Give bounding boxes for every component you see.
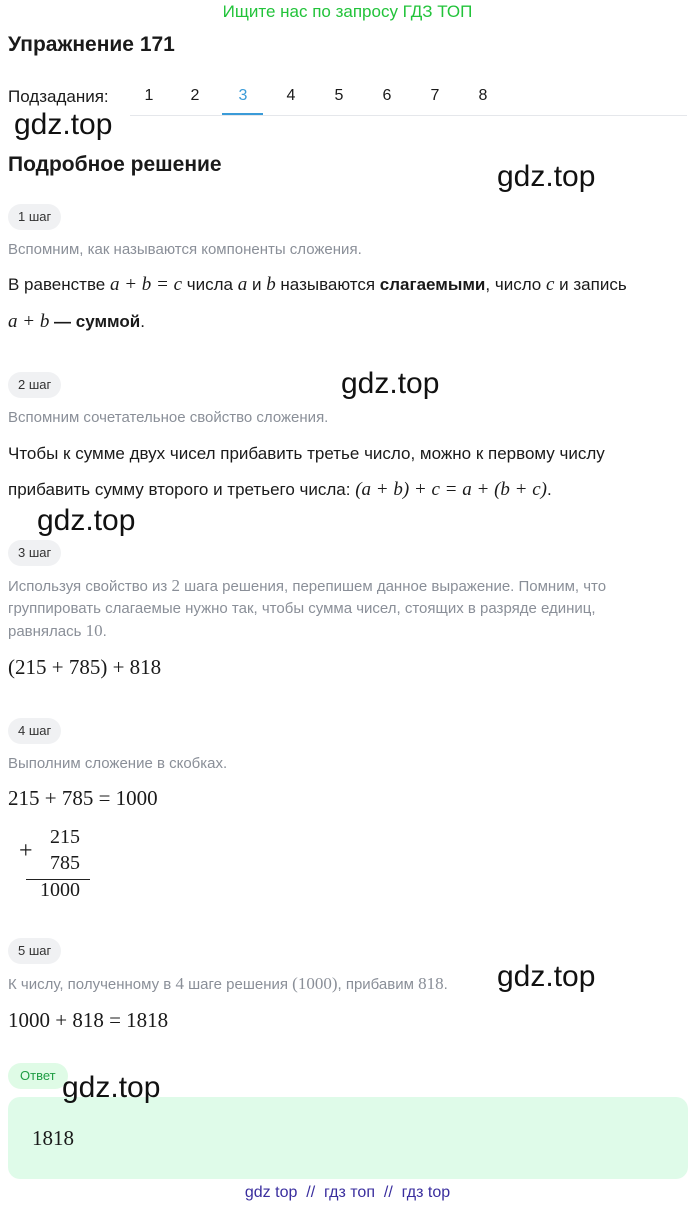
step-text: прибавить сумму второго и третьего числа: (a + b) + c = a + (b + c). <box>8 479 552 500</box>
tab-subtask-1[interactable]: 1 <box>144 87 154 104</box>
watermark: gdz.top <box>37 504 136 537</box>
step-text: a + b — суммой. <box>8 311 145 332</box>
step-hint: Вспомним, как называются компоненты сложения. <box>8 241 362 258</box>
step-hint: Выполним сложение в скобках. <box>8 755 228 772</box>
promo-banner: Ищите нас по запросу ГДЗ ТОП <box>222 2 473 21</box>
tab-subtask-8[interactable]: 8 <box>478 87 488 104</box>
tab-subtask-5[interactable]: 5 <box>334 87 344 104</box>
watermark: gdz.top <box>14 108 113 141</box>
tab-subtask-6[interactable]: 6 <box>382 87 392 104</box>
active-tab-indicator <box>222 113 263 115</box>
answer-badge: Ответ <box>8 1063 68 1089</box>
column-sum: 1000 <box>40 879 80 901</box>
tab-subtask-3[interactable]: 3 <box>238 87 248 104</box>
math-expression: 215 + 785 = 1000 <box>8 786 158 810</box>
step-badge: 2 шаг <box>8 372 61 398</box>
step-badge: 1 шаг <box>8 204 61 230</box>
column-addend: 785 <box>50 852 80 874</box>
math-expression: (215 + 785) + 818 <box>8 655 162 679</box>
section-title: Подробное решение <box>8 153 222 176</box>
footer-links[interactable]: gdz top // гдз топ // гдз top <box>244 1184 451 1201</box>
step-hint: Вспомним сочетательное свойство сложения. <box>8 409 329 426</box>
column-addend: 215 <box>50 826 80 848</box>
math-expression: 1000 + 818 = 1818 <box>8 1008 169 1032</box>
watermark: gdz.top <box>497 160 596 193</box>
watermark: gdz.top <box>62 1071 161 1104</box>
answer-box <box>8 1097 688 1179</box>
watermark: gdz.top <box>341 367 440 400</box>
answer-value: 1818 <box>32 1126 74 1150</box>
step-text: В равенстве a + b = c числа a и b называются слагаемыми, число c и запись <box>8 274 627 295</box>
step-badge: 5 шаг <box>8 938 61 964</box>
subtasks-label: Подзадания: <box>8 87 109 106</box>
step-hint: К числу, полученному в 4 шаге решения (1000), прибавим 818. <box>8 974 448 993</box>
tab-subtask-2[interactable]: 2 <box>190 87 200 104</box>
step-badge: 4 шаг <box>8 718 61 744</box>
tab-subtask-4[interactable]: 4 <box>286 87 296 104</box>
step-hint: Используя свойство из 2 шага решения, перепишем данное выражение. Помним, что группировать слагаемые нужно так, чтобы сумма чисел, стоящих в разряде единиц, равнялась 10. <box>8 576 607 640</box>
tabs-divider <box>130 115 687 116</box>
watermark: gdz.top <box>497 960 596 993</box>
step-badge: 3 шаг <box>8 540 61 566</box>
tab-subtask-7[interactable]: 7 <box>430 87 440 104</box>
column-plus-sign: + <box>19 838 33 864</box>
step-text: Чтобы к сумме двух чисел прибавить третье число, можно к первому числу <box>8 444 605 463</box>
page-title: Упражнение 171 <box>8 33 175 56</box>
